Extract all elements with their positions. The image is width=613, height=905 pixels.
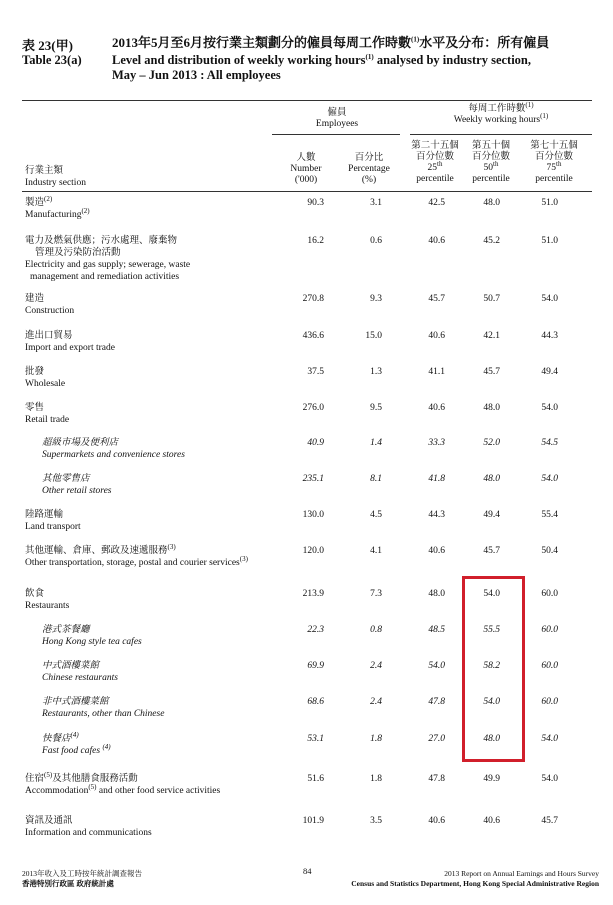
cell-p25: 40.6	[428, 236, 445, 246]
cell-p50: 49.4	[483, 510, 500, 520]
cell-percentage: 1.4	[370, 438, 382, 448]
cell-number: 130.0	[302, 510, 324, 520]
cell-percentage: 7.3	[370, 589, 382, 599]
cell-p75: 60.0	[541, 589, 558, 599]
cell-percentage: 8.1	[370, 474, 382, 484]
table-title-en-text-3: May – Jun 2013 : All employees	[112, 68, 281, 82]
cell-p75: 51.0	[541, 198, 558, 208]
cell-p25: 40.6	[428, 816, 445, 826]
row-label: 超級市場及便利店 Supermarkets and convenience stores	[42, 438, 185, 460]
cell-p50: 49.9	[483, 774, 500, 784]
row-label: 中式酒樓菜館 Chinese restaurants	[42, 661, 118, 683]
cell-percentage: 2.4	[370, 661, 382, 671]
cell-p75: 50.4	[541, 546, 558, 556]
cell-number: 235.1	[302, 474, 324, 484]
cell-p50: 52.0	[483, 438, 500, 448]
cell-number: 101.9	[302, 816, 324, 826]
cell-percentage: 3.1	[370, 198, 382, 208]
cell-p75: 44.3	[541, 331, 558, 341]
row-label: 住宿$^{(5)}$及其他膳食服務活動 Accommodation$^{(5)}$ and other food service activities	[25, 770, 221, 796]
cell-p25: 27.0	[428, 734, 445, 744]
cell-percentage: 9.5	[370, 403, 382, 413]
cell-percentage: 9.3	[370, 294, 382, 304]
cell-p25: 42.5	[428, 198, 445, 208]
cell-p50: 48.0	[483, 734, 500, 744]
footnote-ref: (1)	[411, 35, 420, 44]
row-label: 電力及燃氣供應；污水處理、廢棄物 管理及污染防治活動 Electricity and gas supply; sewerage, waste management and remediation activities	[25, 236, 191, 282]
hours-group-rule	[410, 134, 592, 135]
cell-number: 120.0	[302, 546, 324, 556]
cell-number: 51.6	[307, 774, 324, 784]
row-label: 港式茶餐廳 Hong Kong style tea cafes	[42, 625, 142, 647]
cell-number: 53.1	[307, 734, 324, 744]
cell-p75: 60.0	[541, 697, 558, 707]
cell-number: 69.9	[307, 661, 324, 671]
cell-p75: 45.7	[541, 816, 558, 826]
cell-p75: 54.0	[541, 474, 558, 484]
p75-column-header: 第七十五個 百分位數 75th percentile	[530, 141, 578, 184]
footnote-ref: (1)	[365, 52, 374, 61]
cell-p50: 54.0	[483, 589, 500, 599]
employees-group-header: 僱員 Employees	[315, 108, 359, 129]
cell-p75: 51.0	[541, 236, 558, 246]
cell-p25: 40.6	[428, 403, 445, 413]
cell-p25: 40.6	[428, 331, 445, 341]
row-label: 批發 Wholesale	[25, 367, 66, 389]
row-label: 零售 Retail trade	[25, 403, 70, 425]
cell-p75: 54.0	[541, 403, 558, 413]
cell-p25: 41.1	[428, 367, 445, 377]
p50-column-header: 第五十個 百分位數 50th percentile	[471, 141, 510, 184]
cell-p75: 54.0	[541, 734, 558, 744]
cell-p25: 54.0	[428, 661, 445, 671]
cell-percentage: 0.8	[370, 625, 382, 635]
cell-number: 68.6	[307, 697, 324, 707]
cell-number: 40.9	[307, 438, 324, 448]
cell-p25: 40.6	[428, 546, 445, 556]
page-number: 84	[303, 866, 312, 876]
highlight-box	[462, 576, 525, 762]
cell-percentage: 4.1	[370, 546, 382, 556]
cell-number: 270.8	[302, 294, 324, 304]
cell-percentage: 1.8	[370, 734, 382, 744]
cell-p50: 55.5	[483, 625, 500, 635]
row-label: 其他零售店 Other retail stores	[42, 474, 112, 496]
cell-p25: 41.8	[428, 474, 445, 484]
cell-p75: 54.0	[541, 774, 558, 784]
cell-percentage: 15.0	[365, 331, 382, 341]
number-column-header: 人數 Number ('000)	[290, 153, 322, 185]
cell-number: 213.9	[302, 589, 324, 599]
cell-number: 16.2	[307, 236, 324, 246]
cell-percentage: 1.3	[370, 367, 382, 377]
cell-percentage: 2.4	[370, 697, 382, 707]
cell-p75: 55.4	[541, 510, 558, 520]
header-bottom-rule	[22, 191, 592, 192]
row-label: 資訊及通訊 Information and communications	[25, 816, 152, 838]
table-code-en: Table 23(a)	[22, 53, 82, 67]
cell-percentage: 0.6	[370, 236, 382, 246]
table-title-zh-tail: 水平及分布：所有僱員	[419, 35, 550, 50]
p25-column-header: 第二十五個 百分位數 25th percentile	[411, 141, 459, 184]
footer-right: 2013 Report on Annual Earnings and Hours Survey Census and Statistics Department, Hong Kong Special Administrative Region	[351, 869, 599, 888]
row-label: 建造 Construction	[25, 294, 75, 316]
cell-p25: 48.5	[428, 625, 445, 635]
table-title-en-text-2: analysed by industry section,	[373, 53, 532, 67]
cell-p50: 58.2	[483, 661, 500, 671]
cell-p50: 48.0	[483, 403, 500, 413]
row-label: 快餐店$^{(4)}$ Fast food cafes $^{(4)}$	[42, 730, 111, 756]
cell-p50: 45.7	[483, 367, 500, 377]
cell-p50: 40.6	[483, 816, 500, 826]
row-label: 進出口貿易 Import and export trade	[25, 331, 115, 353]
cell-number: 37.5	[307, 367, 324, 377]
table-title-zh-text: 2013年5月至6月按行業主類劃分的僱員每周工作時數	[112, 35, 412, 50]
cell-p75: 60.0	[541, 661, 558, 671]
table-title-en-text-1: Level and distribution of weekly working hours	[112, 53, 366, 67]
cell-number: 22.3	[307, 625, 324, 635]
cell-p25: 33.3	[428, 438, 445, 448]
table-code-zh: 表 23(甲)	[22, 38, 73, 53]
cell-p75: 49.4	[541, 367, 558, 377]
hours-group-header: 每周工作時數$^{(1)}$ Weekly working hours$^{(1)}$	[453, 100, 549, 125]
footer-left: 2013年收入及工時按年統計調查報告 香港特別行政區 政府統計處	[22, 869, 142, 888]
row-label: 陸路運輸 Land transport	[25, 510, 81, 532]
cell-p75: 60.0	[541, 625, 558, 635]
row-label: 其他運輸、倉庫、郵政及速遞服務$^{(3)}$ Other transportation, storage, postal and courier services$^{(3)}$	[25, 542, 248, 568]
cell-percentage: 3.5	[370, 816, 382, 826]
industry-column-header: 行業主類 Industry section	[25, 166, 86, 188]
cell-p50: 48.0	[483, 474, 500, 484]
cell-p50: 50.7	[483, 294, 500, 304]
cell-percentage: 1.8	[370, 774, 382, 784]
cell-p25: 47.8	[428, 697, 445, 707]
cell-p50: 45.2	[483, 236, 500, 246]
cell-number: 436.6	[302, 331, 324, 341]
cell-p50: 54.0	[483, 697, 500, 707]
cell-p25: 45.7	[428, 294, 445, 304]
table-top-rule	[22, 100, 592, 101]
cell-p50: 48.0	[483, 198, 500, 208]
cell-percentage: 4.5	[370, 510, 382, 520]
row-label: 飲食 Restaurants	[25, 589, 70, 611]
cell-p50: 45.7	[483, 546, 500, 556]
cell-p25: 44.3	[428, 510, 445, 520]
cell-p75: 54.0	[541, 294, 558, 304]
cell-p25: 48.0	[428, 589, 445, 599]
employees-group-rule	[272, 134, 400, 135]
percentage-column-header: 百分比 Percentage (%)	[348, 153, 390, 185]
row-label: 製造$^{(2)}$ Manufacturing$^{(2)}$	[25, 194, 90, 220]
cell-number: 276.0	[302, 403, 324, 413]
cell-p50: 42.1	[483, 331, 500, 341]
cell-p75: 54.5	[541, 438, 558, 448]
cell-p25: 47.8	[428, 774, 445, 784]
row-label: 非中式酒樓菜館 Restaurants, other than Chinese	[42, 697, 165, 719]
cell-number: 90.3	[307, 198, 324, 208]
